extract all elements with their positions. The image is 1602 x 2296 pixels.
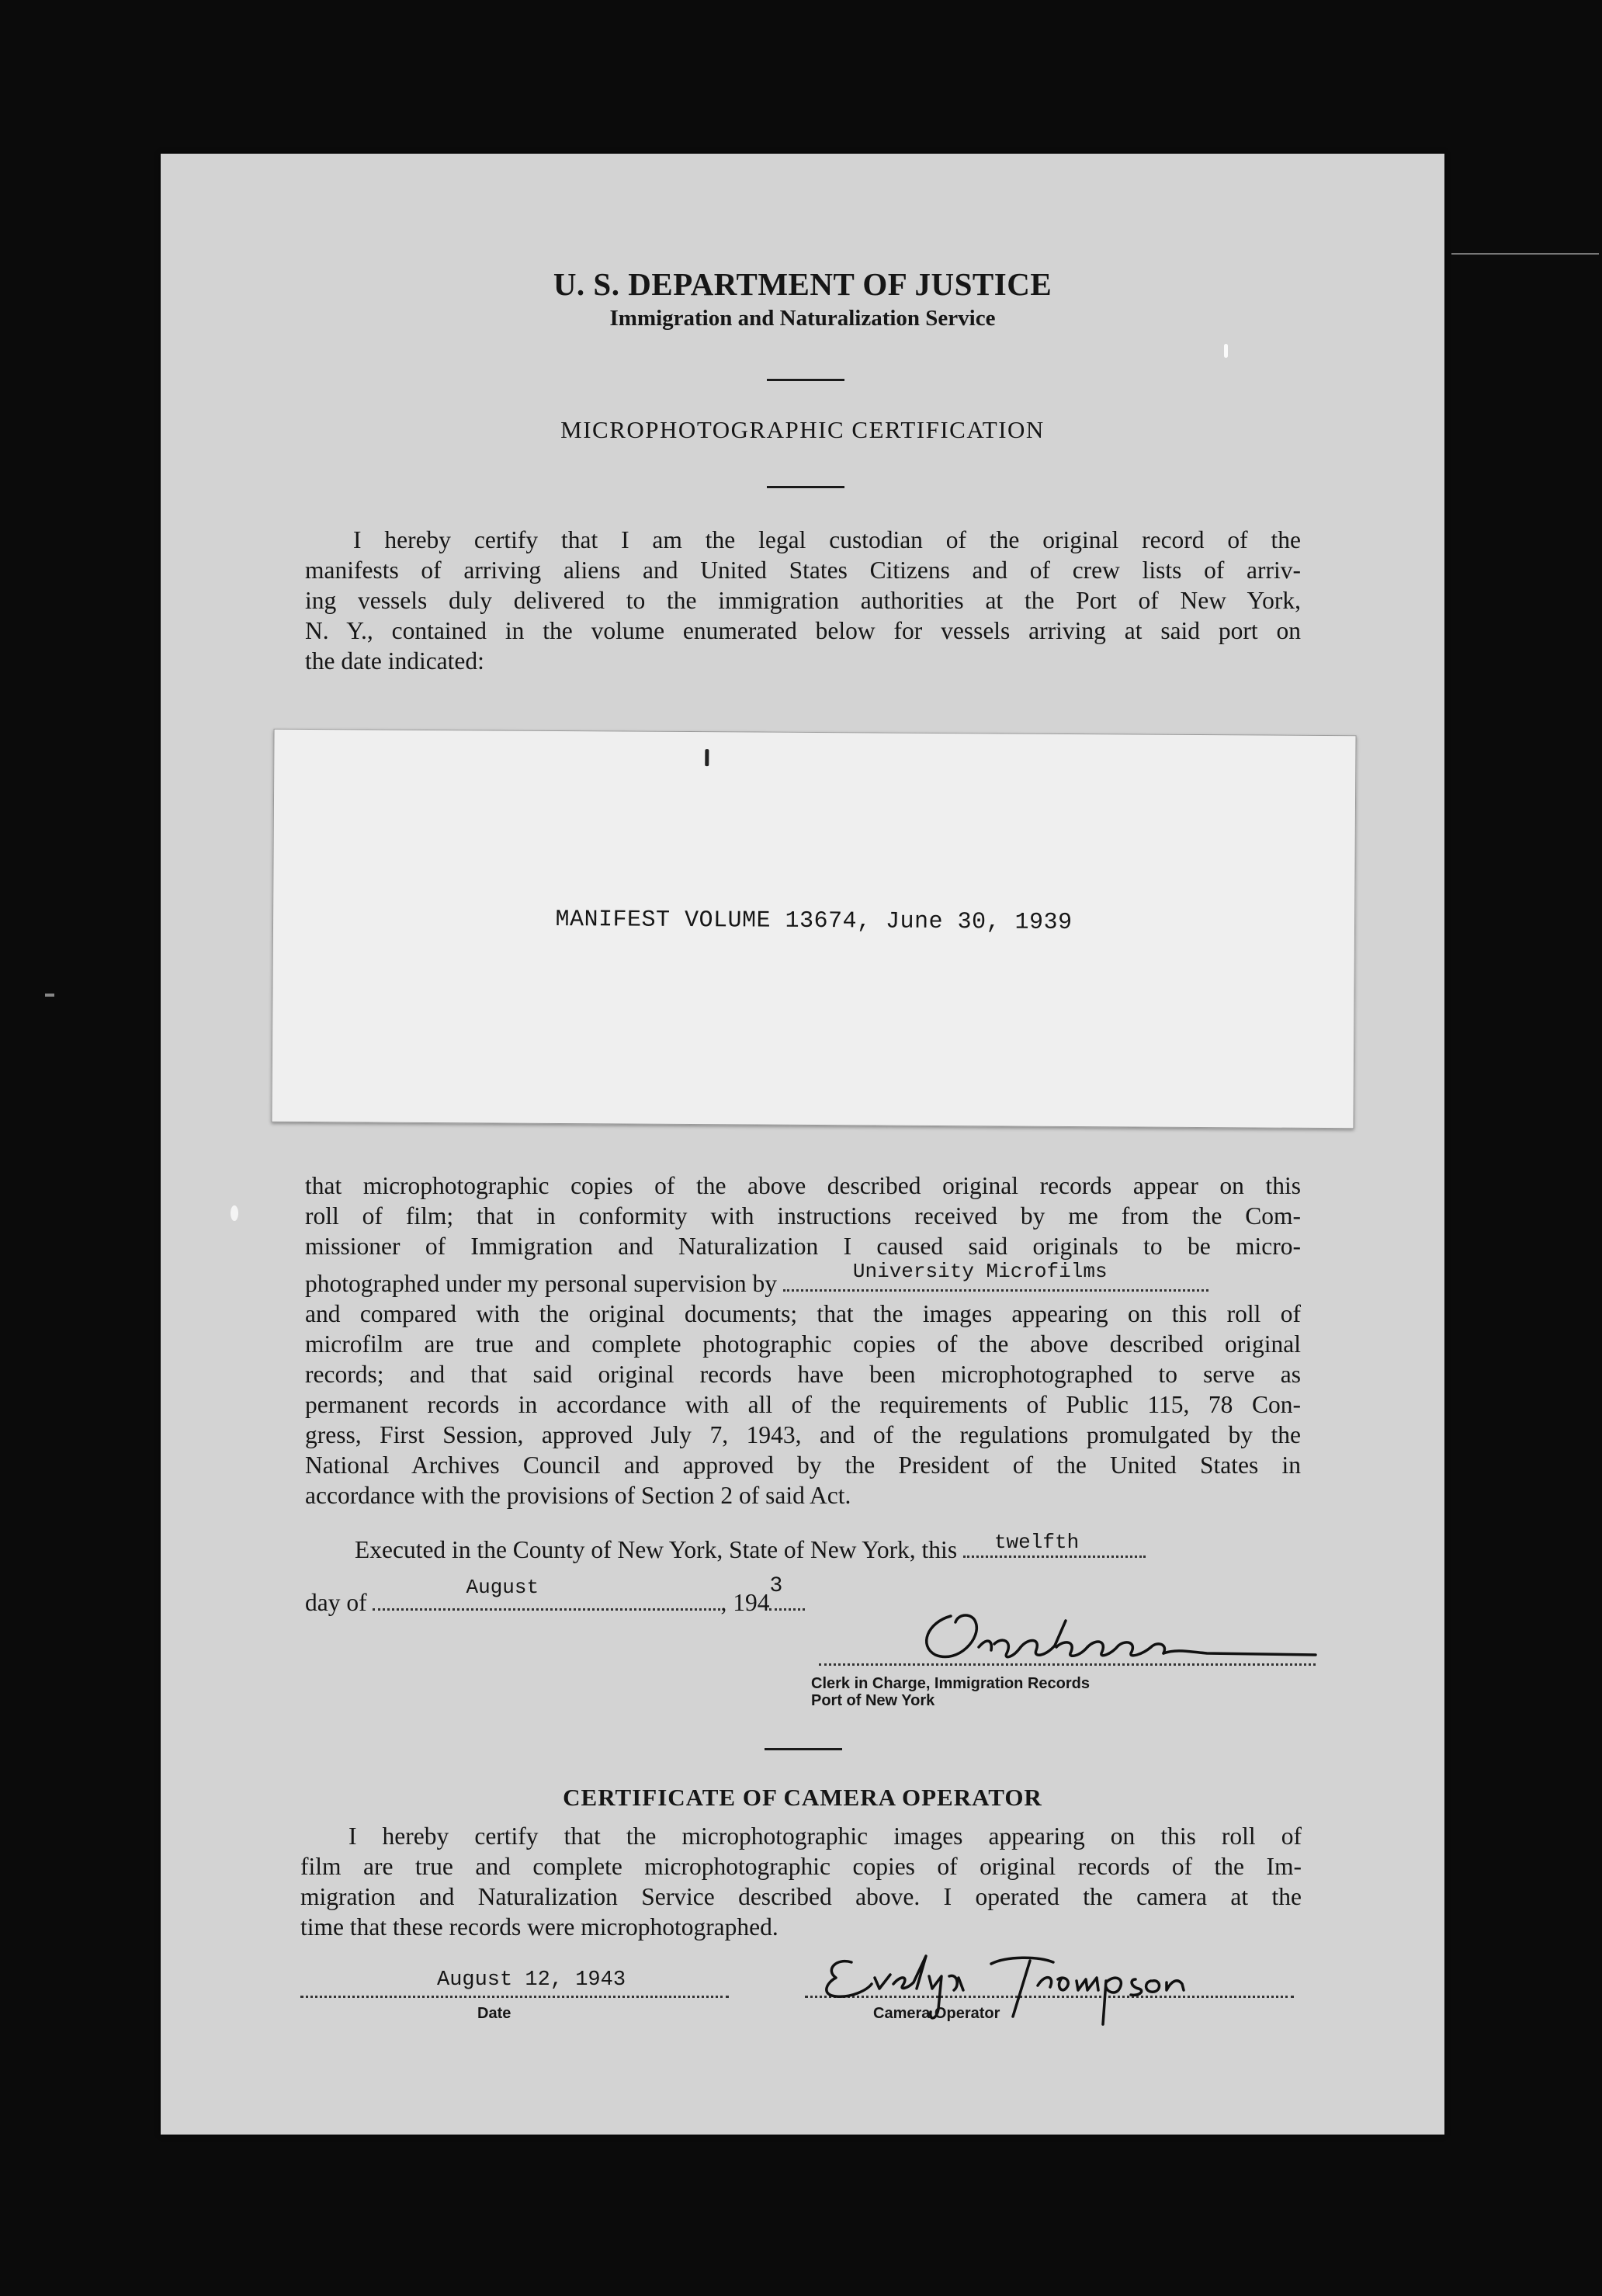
intro-line: N. Y., contained in the volume enumerated below for vessels arriving at said port on xyxy=(305,617,1301,644)
camera-certificate-paragraph xyxy=(300,1821,1302,1942)
intro-line: ing vessels duly delivered to the immigration authorities at the Port of New York, xyxy=(305,587,1301,614)
film-speck xyxy=(1224,344,1228,358)
camera-line: time that these records were microphotographed. xyxy=(300,1913,778,1941)
clerk-title: Clerk in Charge, Immigration Records xyxy=(811,1675,1090,1692)
divider-rule xyxy=(767,379,844,381)
day-field xyxy=(963,1531,1146,1558)
intro-line: I hereby certify that I am the legal custodian of the original record of the xyxy=(353,526,1301,553)
date-label: Date xyxy=(477,2005,511,2022)
body-line: microfilm are true and complete photographic copies of the above described original xyxy=(305,1330,1301,1358)
body-line: records; and that said original records have been microphotographed to serve as xyxy=(305,1361,1301,1388)
year-digit: 3 xyxy=(769,1574,783,1598)
film-speck xyxy=(231,1205,238,1221)
intro-line: the date indicated: xyxy=(305,647,484,675)
film-edge-mark xyxy=(1451,253,1599,255)
body-line: that microphotographic copies of the above described original records appear on this xyxy=(305,1172,1301,1199)
intro-paragraph xyxy=(305,525,1301,676)
supervision-field xyxy=(783,1260,1208,1292)
body-paragraph xyxy=(305,1171,1301,1510)
certificate-page xyxy=(161,154,1444,2135)
service-subheading: Immigration and Naturalization Service xyxy=(609,306,996,331)
camera-line: migration and Naturalization Service described above. I operated the camera at the xyxy=(300,1883,1302,1910)
camera-line: I hereby certify that the microphotographic images appearing on this roll of xyxy=(348,1823,1302,1850)
year-prefix: , 194 xyxy=(720,1589,770,1616)
year-field xyxy=(769,1574,805,1611)
day-of-label: day of xyxy=(305,1589,367,1616)
date-line xyxy=(305,1574,926,1618)
execution-text: Executed in the County of New York, State of New York, this xyxy=(355,1536,958,1563)
body-line: accordance with the provisions of Section 2 of said Act. xyxy=(305,1482,851,1509)
divider-rule xyxy=(765,1748,842,1750)
date-field xyxy=(300,1996,729,1998)
supervision-line xyxy=(305,1260,1301,1299)
volume-card xyxy=(271,729,1356,1129)
camera-certificate-title: CERTIFICATE OF CAMERA OPERATOR xyxy=(563,1784,1042,1811)
manifest-volume-text: MANIFEST VOLUME 13674, June 30, 1939 xyxy=(555,906,1073,937)
clerk-port: Port of New York xyxy=(811,1692,935,1709)
execution-line xyxy=(355,1531,1309,1565)
month-field xyxy=(373,1576,720,1611)
certification-title: MICROPHOTOGRAPHIC CERTIFICATION xyxy=(560,416,1045,443)
body-line: permanent records in accordance with all of the requirements of Public 115, 78 Con- xyxy=(305,1391,1301,1418)
operator-label: Camera Operator xyxy=(873,2005,1000,2022)
body-line: gress, First Session, approved July 7, 1943, and of the regulations promulgated by the xyxy=(305,1421,1301,1448)
body-line: missioner of Immigration and Naturalization I caused said originals to be micro- xyxy=(305,1233,1301,1260)
microfilm-company: University Microfilms xyxy=(852,1260,1108,1283)
day-value: twelfth xyxy=(993,1531,1080,1554)
department-heading: U. S. DEPARTMENT OF JUSTICE xyxy=(553,266,1052,302)
body-line: roll of film; that in conformity with instructions received by me from the Com- xyxy=(305,1202,1301,1230)
body-line: National Archives Council and approved by the President of the United States in xyxy=(305,1451,1301,1479)
intro-line: manifests of arriving aliens and United States Citizens and of crew lists of arriv- xyxy=(305,557,1301,584)
operator-signature xyxy=(805,1939,1271,2040)
film-edge-mark xyxy=(45,994,54,997)
ink-mark xyxy=(705,749,709,766)
divider-rule xyxy=(767,486,844,488)
body-line: and compared with the original documents; that the images appearing on this roll of xyxy=(305,1300,1301,1327)
clerk-signature xyxy=(904,1599,1323,1677)
certificate-date: August 12, 1943 xyxy=(437,1968,626,1992)
camera-line: film are true and complete microphotographic copies of original records of the Im- xyxy=(300,1853,1302,1880)
supervision-prefix: photographed under my personal supervision by xyxy=(305,1270,778,1297)
month-value: August xyxy=(466,1576,539,1599)
